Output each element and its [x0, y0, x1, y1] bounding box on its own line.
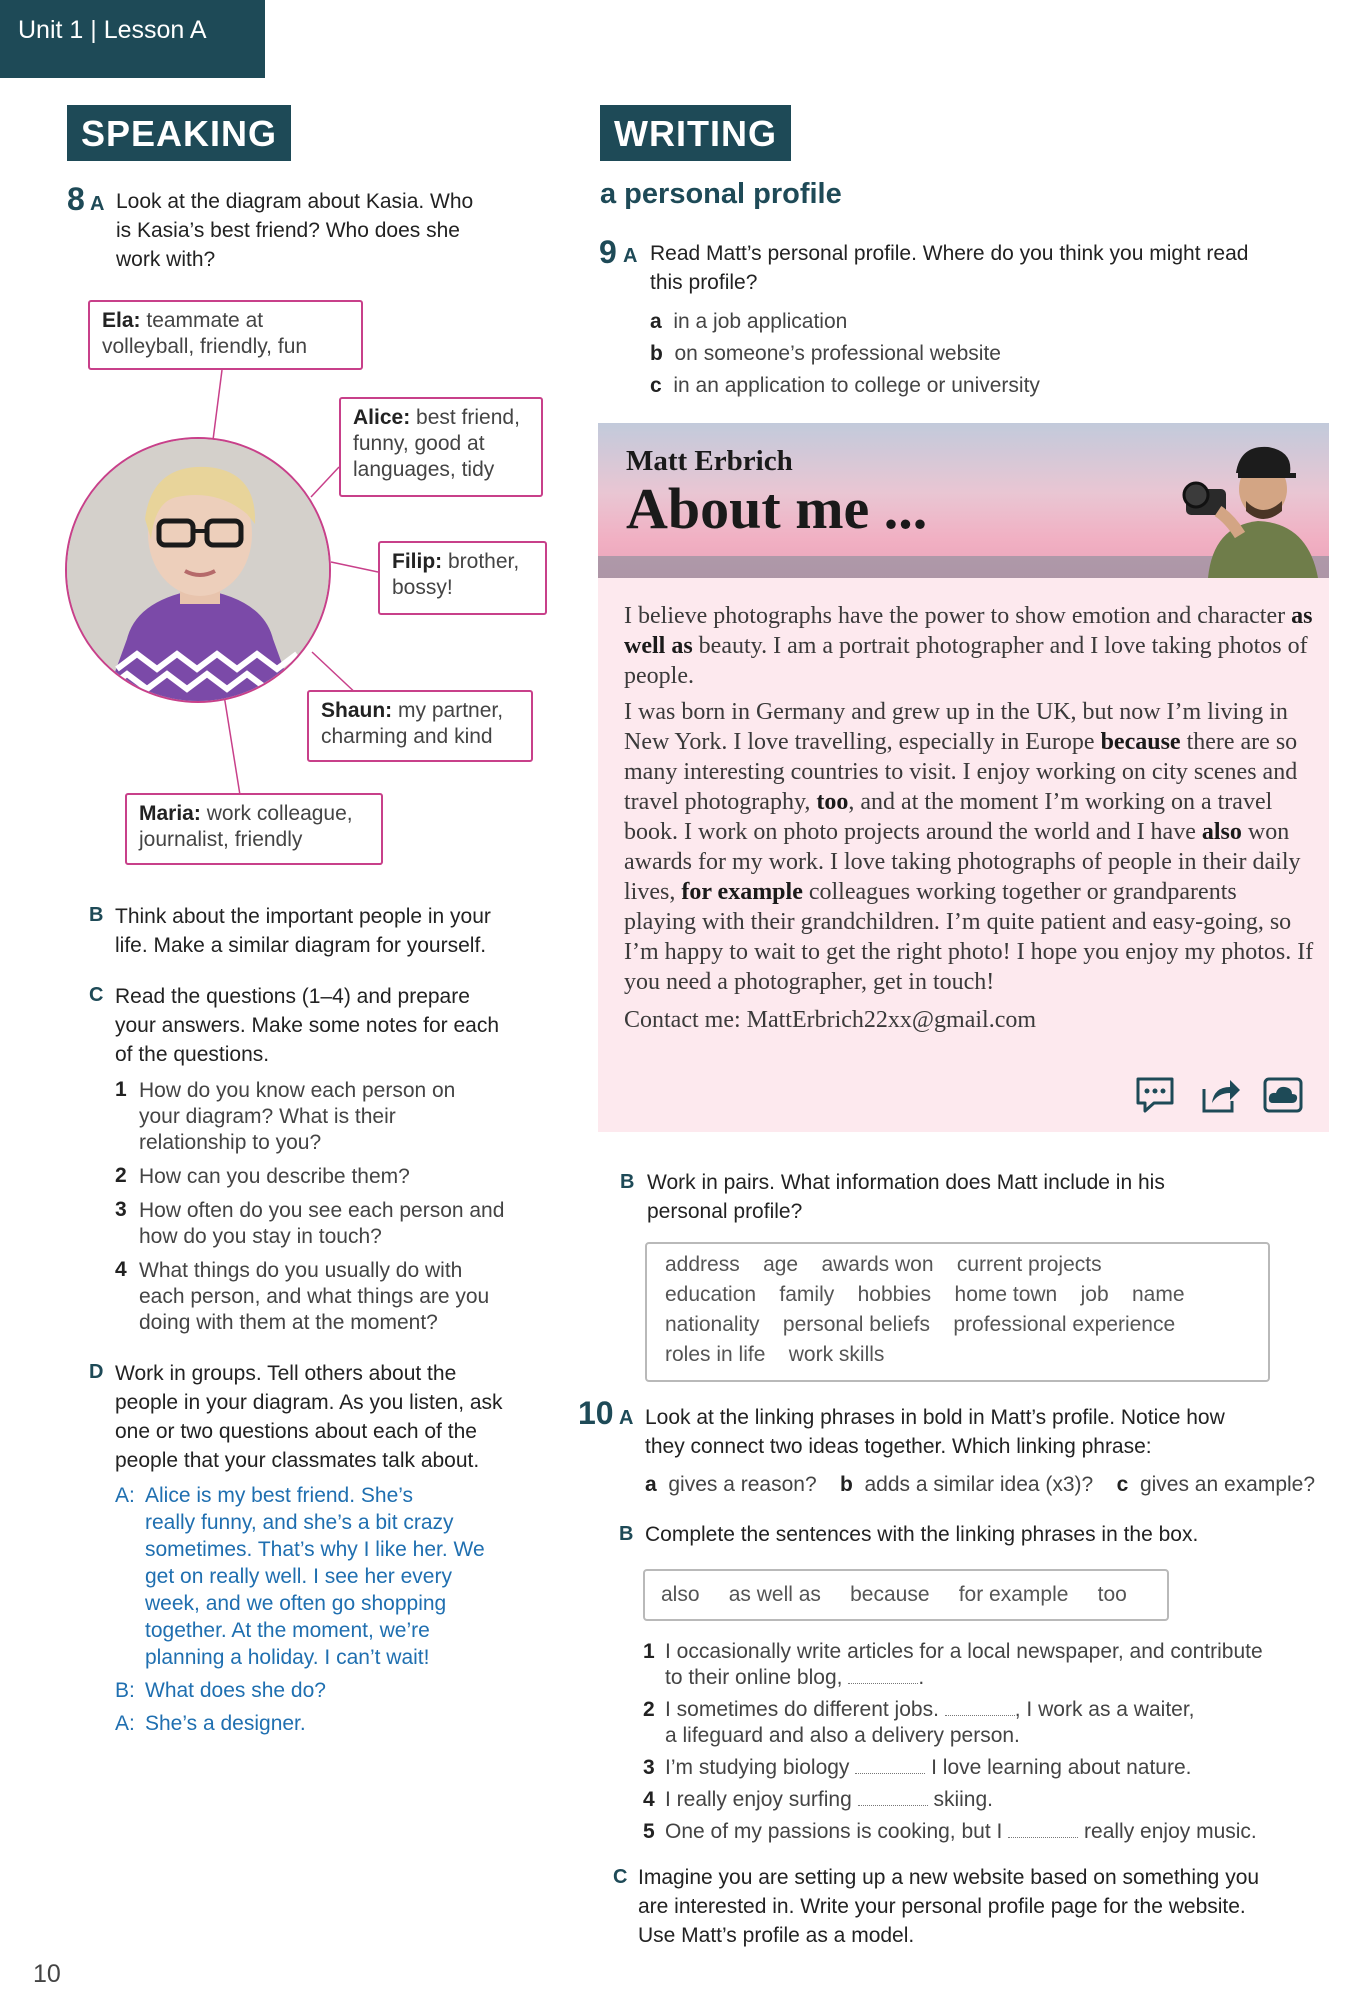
box-word-also: also: [661, 1583, 700, 1606]
q10b-sentence-4-number: 4: [643, 1788, 655, 1811]
q9a-options: [650, 306, 1310, 402]
linking-phrase-too: too: [816, 789, 849, 815]
q9a-option-c[interactable]: [650, 370, 1310, 402]
word-work-skills: work skills: [788, 1343, 885, 1366]
q10a-option-c-letter: c: [1116, 1473, 1129, 1496]
dialogue-a1-line-1: Alice is my best friend. She’s: [145, 1484, 414, 1507]
profile-banner: [598, 423, 1329, 578]
q10b-instruction: Complete the sentences with the linking phrases in the box.: [645, 1523, 1199, 1546]
kasia-portrait-drawing: [67, 439, 331, 703]
q10a-option-b-letter: b: [839, 1473, 853, 1496]
shaun-line-1: [321, 698, 519, 724]
q8a-letter: A: [90, 193, 105, 215]
q9b-word-row-3: [665, 1310, 1250, 1340]
q9b-word-box: [645, 1242, 1270, 1382]
shaun-desc-1: my partner,: [398, 699, 504, 722]
linking-phrase-for-example: for example: [681, 879, 803, 905]
dialogue-b-text: What does she do?: [145, 1679, 326, 1702]
alice-line-1: [353, 405, 529, 431]
dialogue-a2-text: She’s a designer.: [145, 1712, 306, 1735]
q8c-letter: C: [89, 984, 104, 1006]
q8c-item-2: [115, 1164, 555, 1190]
q10b-s1-line-2: [665, 1665, 1343, 1691]
linking-phrase-as-well-as: as well as: [624, 603, 1313, 659]
box-word-as-well-as: as well as: [728, 1583, 821, 1606]
q10b-s3-blank[interactable]: [855, 1773, 925, 1774]
q10b-s2-text-2: , I work as a waiter,: [1014, 1698, 1195, 1721]
q10b-sentence-1-text: [665, 1639, 1343, 1691]
q10b-sentence-3-text: [665, 1755, 1343, 1781]
word-roles-in-life: roles in life: [665, 1343, 766, 1366]
q10b-s1-blank[interactable]: [848, 1683, 918, 1684]
q10a-option-a-letter: a: [645, 1473, 657, 1496]
q8d-line-2: people in your diagram. As you listen, ask: [115, 1391, 503, 1414]
q9a-option-a-text: in a job application: [673, 310, 848, 333]
q10b-sentence-1: [643, 1639, 1343, 1691]
q10c-line-1: Imagine you are setting up a new website based on something you: [638, 1866, 1260, 1889]
matt-profile-card: [598, 423, 1329, 1132]
filip-line-1: [392, 549, 533, 575]
dialogue-a1-line-3: sometimes. That’s why I like her. We: [145, 1538, 485, 1561]
dialogue-a1-line-7: planning a holiday. I can’t wait!: [145, 1646, 430, 1669]
word-job: job: [1080, 1283, 1109, 1306]
maria-line-1: [139, 801, 369, 827]
dialogue-turn-a1: [115, 1482, 555, 1671]
q8c-item-4-number: 4: [115, 1258, 127, 1281]
q10a-line-2: they connect two ideas together. Which linking phrase:: [645, 1435, 1152, 1458]
q8d-line-4: people that your classmates talk about.: [115, 1449, 480, 1472]
q10a-option-a: gives a reason?: [668, 1473, 817, 1496]
p2-text-3: , and at the moment I’m working on a travel book. I work on photo projects around the world and I have: [624, 789, 1273, 845]
profile-icon-bar: [1134, 1075, 1304, 1115]
box-word-because: because: [850, 1583, 930, 1606]
diagram-box-filip: [378, 541, 547, 615]
q9a-option-a[interactable]: [650, 306, 1310, 338]
word-hobbies: hobbies: [857, 1283, 932, 1306]
word-personal-beliefs: personal beliefs: [782, 1313, 930, 1336]
connector-alice: [311, 467, 339, 497]
q9b-instruction: [647, 1168, 1327, 1226]
q9a-line-2: this profile?: [650, 271, 758, 294]
page-number: 10: [33, 1960, 61, 1988]
q8c-item-4-text: [139, 1258, 555, 1336]
q9b-word-row-4: [665, 1340, 1250, 1370]
q8c-line-2: your answers. Make some notes for each: [115, 1014, 500, 1037]
diagram-box-alice: [339, 397, 543, 497]
q10b-sentence-5-number: 5: [643, 1820, 655, 1843]
q8c-item-4-line-3: doing with them at the moment?: [139, 1311, 438, 1334]
q10b-sentences: [643, 1639, 1343, 1845]
q10b-s2-text-1: I sometimes do different jobs.: [665, 1698, 939, 1721]
q10b-s4-blank[interactable]: [858, 1805, 928, 1806]
dialogue-a1-line-4: get on really well. I see her every: [145, 1565, 452, 1588]
profile-body: [624, 601, 1314, 1041]
q8-number: 8: [67, 181, 85, 217]
q10b-s4-text-2: skiing.: [933, 1788, 993, 1811]
word-awards-won: awards won: [821, 1253, 934, 1276]
q10b-s4-text-1: I really enjoy surfing: [665, 1788, 852, 1811]
q10b-sentence-4-text: [665, 1787, 1343, 1813]
q9b-letter: B: [620, 1171, 635, 1193]
word-home-town: home town: [954, 1283, 1058, 1306]
q10a-letter: A: [619, 1407, 634, 1429]
q10a-options: [645, 1472, 1335, 1498]
q8c-item-4: [115, 1258, 555, 1336]
dialogue-a1-line-6: together. At the moment, we’re: [145, 1619, 430, 1642]
q10b-sentence-5-text: [665, 1819, 1343, 1845]
lesson-label: Lesson A: [103, 16, 207, 44]
q8c-item-1-line-1: How do you know each person on: [139, 1079, 456, 1102]
linking-phrase-also: also: [1201, 819, 1242, 845]
q8c-item-2-line-1: How can you describe them?: [139, 1165, 410, 1188]
q10-number: 10: [578, 1395, 614, 1431]
writing-heading: WRITING: [600, 105, 791, 161]
q8c-item-3-line-1: How often do you see each person and: [139, 1199, 505, 1222]
q10c-letter: C: [613, 1866, 628, 1888]
word-education: education: [665, 1283, 757, 1306]
q8d-line-3: one or two questions about each of the: [115, 1420, 477, 1443]
q10b-sentence-4: [643, 1787, 1343, 1813]
q8c-item-4-line-1: What things do you usually do with: [139, 1259, 463, 1282]
q10a-option-c: gives an example?: [1139, 1473, 1316, 1496]
cloud-upload-icon[interactable]: [1262, 1075, 1304, 1115]
q10b-s5-text-1: One of my passions is cooking, but I: [665, 1820, 1003, 1843]
q8c-item-3-text: [139, 1198, 555, 1250]
p2-text-1: I was born in Germany and grew up in the UK, but now I’m living in New York. I love travelling, especially in Europe: [624, 699, 1288, 755]
alice-desc-1: best friend,: [416, 406, 520, 429]
q10a-option-b: adds a similar idea (x3)?: [864, 1473, 1094, 1496]
diagram-box-shaun: [307, 690, 533, 762]
q8c-item-1-text: [139, 1078, 555, 1156]
speaking-heading: SPEAKING: [67, 105, 291, 161]
q9-number: 9: [599, 234, 617, 270]
q8b-instruction: [115, 902, 555, 960]
q9a-letter: A: [623, 245, 638, 267]
share-icon[interactable]: [1198, 1075, 1242, 1115]
profile-paragraph-2: [624, 697, 1314, 997]
q10c-line-2: are interested in. Write your personal profile page for the website.: [638, 1895, 1246, 1918]
unit-label: Unit 1: [18, 16, 84, 44]
ela-line-1: [102, 308, 349, 334]
q10b-sentence-2-number: 2: [643, 1698, 655, 1721]
q9a-option-c-letter: c: [650, 374, 662, 397]
filip-name: Filip:: [392, 550, 443, 573]
q10b-word-box: [643, 1569, 1169, 1621]
ela-name: Ela:: [102, 309, 141, 332]
alice-name: Alice:: [353, 406, 411, 429]
q8c-item-4-line-2: each person, and what things are you: [139, 1285, 490, 1308]
q9b-word-row-2: [665, 1280, 1250, 1310]
q8d-instruction: [115, 1359, 565, 1475]
q10c-line-3: Use Matt’s profile as a model.: [638, 1924, 915, 1947]
q10b-sentence-3: [643, 1755, 1343, 1781]
q10b-s1-text: to their online blog,: [665, 1666, 843, 1689]
q10b-s1-end: .: [918, 1666, 925, 1689]
filip-desc-1: brother,: [448, 550, 520, 573]
q10b-s2-line-2: a lifeguard and also a delivery person.: [665, 1724, 1020, 1747]
box-word-for-example: for example: [958, 1583, 1069, 1606]
q8c-item-1: [115, 1078, 555, 1156]
speech-bubble-icon[interactable]: [1134, 1075, 1176, 1115]
diagram-box-maria: [125, 793, 383, 865]
q8d-letter: D: [89, 1361, 104, 1383]
q10a-line-1: Look at the linking phrases in bold in Matt’s profile. Notice how: [645, 1406, 1225, 1429]
word-current-projects: current projects: [956, 1253, 1102, 1276]
word-name: name: [1131, 1283, 1185, 1306]
q10b-s5-text-2: really enjoy music.: [1084, 1820, 1257, 1843]
q8c-instruction: [115, 982, 555, 1069]
q9a-option-b-letter: b: [650, 342, 663, 365]
q8d-line-1: Work in groups. Tell others about the: [115, 1362, 457, 1385]
q9b-word-row-1: [665, 1250, 1250, 1280]
dialogue-turn-b: [115, 1677, 555, 1704]
ela-desc-1: teammate at: [146, 309, 264, 332]
dialogue-turn-a2: [115, 1710, 555, 1737]
q8c-line-3: of the questions.: [115, 1043, 270, 1066]
profile-contact[interactable]: Contact me: MattErbrich22xx@gmail.com: [624, 1007, 1037, 1033]
q10b-s5-blank[interactable]: [1008, 1837, 1078, 1838]
q10b-letter: B: [619, 1523, 634, 1545]
q9a-option-b-text: on someone’s professional website: [674, 342, 1001, 365]
p1-text-1: I believe photographs have the power to show emotion and character: [624, 603, 1292, 629]
alice-desc-3: languages, tidy: [353, 458, 495, 481]
alice-desc-2: funny, good at: [353, 432, 485, 455]
diagram-box-ela: [88, 300, 363, 370]
q10b-s2-line-1: [665, 1697, 1343, 1723]
dialogue-speaker-b: B:: [115, 1679, 135, 1702]
q9a-line-1: Read Matt’s personal profile. Where do you think you might read: [650, 242, 1249, 265]
box-word-too: too: [1097, 1583, 1127, 1606]
dialogue-speaker-a2: A:: [115, 1712, 135, 1735]
q10b-sentence-3-number: 3: [643, 1756, 655, 1779]
p1-text-2: beauty. I am a portrait photographer and I love taking photos of people.: [624, 633, 1308, 689]
q10b-sentence-1-number: 1: [643, 1640, 655, 1663]
q9b-line-1: Work in pairs. What information does Matt include in his: [647, 1171, 1165, 1194]
q10b-s3-text-2: I love learning about nature.: [931, 1756, 1192, 1779]
q10b-s2-blank[interactable]: [945, 1715, 1015, 1716]
q9a-option-b[interactable]: [650, 338, 1310, 370]
q8b-letter: B: [89, 904, 104, 926]
q8b-line-2: life. Make a similar diagram for yourself.: [115, 934, 487, 957]
profile-title: About me ...: [626, 476, 928, 541]
photographer-image: [1178, 431, 1328, 578]
q8c-question-list: [115, 1078, 555, 1336]
linking-phrase-because: because: [1100, 729, 1181, 755]
q8c-item-2-number: 2: [115, 1164, 127, 1187]
q10b-sentence-2: [643, 1697, 1343, 1749]
q8c-item-3-line-2: how do you stay in touch?: [139, 1225, 382, 1248]
q8c-item-2-text: [139, 1164, 555, 1190]
p2-text-4: won awards for my work. I love taking photographs of people in their daily lives,: [624, 819, 1301, 905]
ela-desc-2: volleyball, friendly, fun: [102, 335, 308, 358]
q8c-item-1-number: 1: [115, 1078, 127, 1101]
profile-paragraph-1: [624, 601, 1314, 691]
dialogue-speaker-a: A:: [115, 1484, 135, 1507]
maria-desc-1: work colleague,: [206, 802, 353, 825]
q10b-s1-line-1: I occasionally write articles for a local newspaper, and contribute: [665, 1640, 1263, 1663]
maria-desc-2: journalist, friendly: [139, 828, 303, 851]
word-professional-experience: professional experience: [953, 1313, 1176, 1336]
q9a-instruction: [650, 239, 1330, 297]
shaun-name: Shaun:: [321, 699, 393, 722]
q9a-option-a-letter: a: [650, 310, 662, 333]
q8a-line-1: Look at the diagram about Kasia. Who: [116, 190, 474, 213]
dialogue-a1-line-2: really funny, and she’s a bit crazy: [145, 1511, 454, 1534]
q9b-line-2: personal profile?: [647, 1200, 803, 1223]
q8c-item-1-line-3: relationship to you?: [139, 1131, 322, 1154]
tab-separator: |: [90, 16, 104, 44]
word-age: age: [763, 1253, 799, 1276]
connector-ela: [213, 370, 222, 440]
connector-filip: [331, 562, 378, 572]
kasia-portrait: [65, 437, 331, 703]
p2-text-5: colleagues working together or grandparents playing with their grandchildren. I’m quite patient and easy-going, so I’m happy to wait to get the right photo! I hope you enjoy my photos. If you need a photographer, get in touch!: [624, 879, 1314, 995]
q8c-item-3-number: 3: [115, 1198, 127, 1221]
q8b-line-1: Think about the important people in your: [115, 905, 491, 928]
word-address: address: [665, 1253, 740, 1276]
q8a-line-3: work with?: [116, 248, 216, 271]
word-family: family: [779, 1283, 835, 1306]
shaun-desc-2: charming and kind: [321, 725, 493, 748]
q9a-option-c-text: in an application to college or university: [673, 374, 1040, 397]
q8c-item-3: [115, 1198, 555, 1250]
maria-name: Maria:: [139, 802, 201, 825]
q10a-instruction: [645, 1403, 1335, 1461]
dialogue-a1-text: [145, 1482, 555, 1671]
connector-maria: [224, 695, 240, 795]
q10b-sentence-2-text: [665, 1697, 1343, 1749]
example-dialogue: [115, 1482, 555, 1737]
dialogue-a1-line-5: week, and we often go shopping: [145, 1592, 447, 1615]
q8c-item-1-line-2: your diagram? What is their: [139, 1105, 396, 1128]
q10c-instruction: [638, 1863, 1338, 1950]
q8c-line-1: Read the questions (1–4) and prepare: [115, 985, 470, 1008]
filip-desc-2: bossy!: [392, 576, 453, 599]
p2-text-2: there are so many interesting countries to visit. I enjoy working on city scenes and travel photography,: [624, 729, 1298, 815]
writing-subheading: a personal profile: [600, 178, 842, 210]
q8a-line-2: is Kasia’s best friend? Who does she: [116, 219, 460, 242]
word-nationality: nationality: [665, 1313, 760, 1336]
q10b-sentence-5: [643, 1819, 1343, 1845]
q10b-s3-text-1: I’m studying biology: [665, 1756, 850, 1779]
profile-name: Matt Erbrich: [626, 445, 793, 477]
